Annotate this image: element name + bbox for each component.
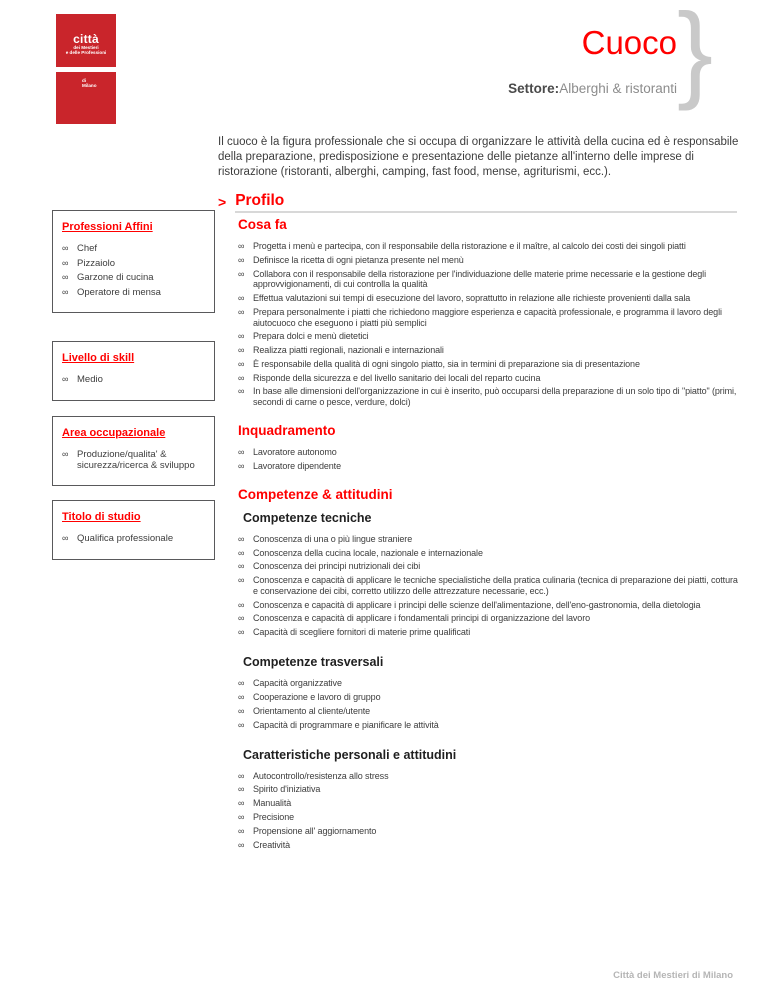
list-item — [238, 255, 744, 266]
list-item-text: Produzione/qualita' & sicurezza/ricerca & sviluppo — [77, 448, 195, 471]
list-item — [238, 345, 744, 356]
section-title-cosa-fa: Cosa fa — [238, 217, 287, 232]
list-item-text: Autocontrollo/resistenza allo stress — [253, 770, 389, 781]
list-item — [238, 373, 744, 384]
infinity-bullet-icon: ∞ — [238, 839, 245, 850]
list-item-text: Conoscenza di una o più lingue straniere — [253, 533, 413, 544]
logo-square-bottom — [56, 72, 116, 124]
list-item — [238, 447, 744, 458]
list-item — [238, 359, 744, 370]
list-item-text: Operatore di mensa — [77, 286, 161, 298]
infinity-bullet-icon: ∞ — [62, 448, 69, 459]
infinity-bullet-icon: ∞ — [238, 599, 245, 610]
list-item-text: Spirito d'iniziativa — [253, 784, 321, 795]
brace-decoration-icon: } — [677, 0, 714, 111]
sector-label: Settore: — [508, 81, 560, 96]
subsection-title-competenze-trasversali: Competenze trasversali — [243, 655, 384, 670]
infinity-bullet-icon: ∞ — [238, 241, 245, 251]
list-item-text: Manualità — [253, 798, 292, 809]
list-item-text: Conoscenza dei principi nutrizionali dei cibi — [253, 561, 421, 572]
infinity-bullet-icon: ∞ — [238, 547, 245, 558]
infinity-bullet-icon: ∞ — [238, 719, 245, 730]
profilo-label: Profilo — [235, 192, 285, 209]
infinity-bullet-icon: ∞ — [62, 286, 69, 297]
list-item — [238, 826, 744, 837]
infinity-bullet-icon: ∞ — [238, 784, 245, 795]
infinity-bullet-icon: ∞ — [238, 705, 245, 716]
list-item-text: È responsabile della qualità di ogni singolo piatto, sia in termini di preparazione sia di presentazione — [253, 358, 640, 369]
infinity-bullet-icon: ∞ — [238, 254, 245, 265]
chevron-marker-icon: > — [218, 194, 227, 210]
list-item-text: Qualifica professionale — [77, 533, 174, 544]
infinity-bullet-icon: ∞ — [62, 257, 69, 268]
sector-value: Alberghi & ristoranti — [559, 81, 677, 96]
infinity-bullet-icon: ∞ — [238, 268, 245, 279]
profilo-rule — [235, 192, 737, 213]
list-item — [238, 798, 744, 809]
infinity-bullet-icon: ∞ — [238, 331, 245, 342]
logo-milano: Milano — [82, 83, 97, 88]
list-item-text: Precisione — [253, 811, 295, 822]
list-item — [238, 386, 744, 408]
profilo-heading — [218, 192, 737, 213]
list-item — [238, 840, 744, 851]
infinity-bullet-icon: ∞ — [238, 306, 245, 317]
infinity-bullet-icon: ∞ — [238, 691, 245, 702]
list-item — [238, 269, 744, 291]
list-item — [238, 534, 744, 545]
list-item-text: Realizza piatti regionali, nazionali e internazionali — [253, 344, 444, 355]
list-item-text: Risponde della sicurezza e del livello sanitario dei locali del reparto cucina — [253, 372, 541, 383]
list-item — [62, 287, 206, 298]
sidebar-box-title: Professioni Affini — [62, 221, 153, 233]
list-item-text: Propensione all' aggiornamento — [253, 825, 377, 836]
list-item — [238, 600, 744, 611]
list-item — [238, 575, 744, 597]
logo-title: città — [73, 32, 99, 46]
list-item — [238, 293, 744, 304]
list-item-text: Conoscenza e capacità di applicare le tecniche specialistiche della pratica culinaria (tecnica di preparazione dei piatti, cottura e conservazione dei cibi, corretto utilizzo delle attrezzature necessarie, ecc.) — [253, 575, 738, 596]
list-item — [238, 627, 744, 638]
sidebar-box-professioni-affini — [52, 210, 215, 313]
sidebar-box-titolo-di-studio — [52, 500, 215, 560]
list-item-text: Prepara dolci e menù dietetici — [253, 331, 369, 342]
inquadramento-list — [238, 447, 744, 472]
logo-square-top — [56, 14, 116, 67]
infinity-bullet-icon: ∞ — [238, 678, 245, 689]
list-item-text: Conoscenza e capacità di applicare i principi delle scienze dell'alimentazione, dell'eno-gastronomia, della dietologia — [253, 599, 701, 610]
list-item-text: Lavoratore autonomo — [253, 446, 337, 457]
list-item-text: Prepara personalmente i piatti che richiedono maggiore esperienza e capacità professionale, e programma il lavoro degli aiutocuoco che eseguono i piatti più semplici — [253, 306, 722, 328]
citta-dei-mestieri-logo — [56, 14, 116, 124]
infinity-bullet-icon: ∞ — [238, 811, 245, 822]
section-title-competenze: Competenze & attitudini — [238, 486, 393, 502]
list-item — [238, 561, 744, 572]
infinity-bullet-icon: ∞ — [238, 358, 245, 369]
list-item-text: Definisce la ricetta di ogni pietanza presente nel menù — [253, 254, 464, 265]
list-item — [62, 449, 206, 471]
list-item — [62, 272, 206, 283]
infinity-bullet-icon: ∞ — [238, 386, 245, 397]
infinity-bullet-icon: ∞ — [238, 533, 245, 544]
list-item — [238, 613, 744, 624]
sidebar-list — [62, 533, 206, 544]
infinity-bullet-icon: ∞ — [238, 627, 245, 638]
footer-text: Città dei Mestieri di Milano — [613, 970, 733, 981]
infinity-bullet-icon: ∞ — [62, 533, 69, 543]
sidebar-box-title: Livello di skill — [62, 352, 135, 364]
list-item — [238, 241, 744, 252]
sector-line — [222, 81, 677, 96]
list-item — [238, 548, 744, 559]
list-item-text: Conoscenza e capacità di applicare i fondamentali principi di organizzazione del lavoro — [253, 613, 591, 624]
list-item — [238, 692, 744, 703]
infinity-bullet-icon: ∞ — [238, 770, 245, 781]
list-item — [238, 720, 744, 731]
list-item-text: Capacità di scegliere fornitori di materie prime qualificati — [253, 627, 471, 638]
list-item — [238, 331, 744, 342]
list-item-text: Progetta i menù e partecipa, con il responsabile della ristorazione e il maître, al calcolo dei costi dei singoli piatti — [253, 241, 686, 251]
infinity-bullet-icon: ∞ — [238, 460, 245, 471]
main-content — [238, 217, 744, 853]
list-item-text: Lavoratore dipendente — [253, 460, 341, 471]
sidebar-list — [62, 243, 206, 298]
list-item-text: Garzone di cucina — [77, 272, 154, 283]
list-item — [62, 374, 206, 385]
list-item-text: Cooperazione e lavoro di gruppo — [253, 691, 381, 702]
list-item — [238, 307, 744, 329]
infinity-bullet-icon: ∞ — [62, 374, 69, 384]
section-title-inquadramento: Inquadramento — [238, 422, 336, 438]
logo-di: di — [82, 78, 87, 83]
list-item — [238, 771, 744, 782]
infinity-bullet-icon: ∞ — [238, 292, 245, 303]
list-item — [238, 678, 744, 689]
list-item — [238, 461, 744, 472]
list-item-text: Effettua valutazioni sui tempi di esecuzione del lavoro, soprattutto in relazione alle richieste provenienti dalla sala — [253, 292, 691, 303]
list-item-text: Pizzaiolo — [77, 257, 116, 269]
competenze-trasversali-list — [238, 678, 744, 730]
intro-paragraph: Il cuoco è la figura professionale che si occupa di organizzare le attività della cucina ed è responsabile della preparazione, predisposizione e presentazione delle pietanze all'interno delle imprese di ristorazione (ristoranti, alberghi, camping, fast food, mense, agriturismi, ecc.). — [218, 136, 739, 178]
list-item-text: In base alle dimensioni dell'organizzazione in cui è inserito, può occuparsi della preparazione di un solo tipo di "piatto" (primi, secondi di carne o pesce, verdure, dolci) — [253, 386, 737, 408]
caratteristiche-list — [238, 771, 744, 851]
logo-subtitle-2: e delle Professioni — [65, 50, 107, 55]
sidebar-box-title: Titolo di studio — [62, 511, 141, 523]
list-item-text: Creatività — [253, 839, 291, 850]
subsection-title-competenze-tecniche: Competenze tecniche — [243, 510, 372, 525]
list-item — [62, 533, 206, 544]
infinity-bullet-icon: ∞ — [238, 561, 245, 572]
infinity-bullet-icon: ∞ — [238, 798, 245, 809]
infinity-bullet-icon: ∞ — [238, 613, 245, 624]
subsection-title-caratteristiche-personali: Caratteristiche personali e attitudini — [243, 747, 457, 762]
infinity-bullet-icon: ∞ — [238, 825, 245, 836]
logo-subtitle-1: dei Mestieri — [73, 45, 99, 50]
sidebar-box-title: Area occupazionale — [62, 426, 166, 439]
infinity-bullet-icon: ∞ — [62, 272, 69, 282]
list-item — [62, 258, 206, 269]
sidebar-box-livello-di-skill — [52, 341, 215, 401]
sidebar-box-area-occupazionale — [52, 416, 215, 487]
infinity-bullet-icon: ∞ — [238, 344, 245, 355]
sidebar-list — [62, 449, 206, 471]
list-item — [238, 706, 744, 717]
list-item-text: Medio — [77, 374, 103, 385]
list-item — [62, 243, 206, 254]
infinity-bullet-icon: ∞ — [62, 243, 69, 253]
list-item — [238, 812, 744, 823]
list-item-text: Chef — [77, 243, 98, 254]
header — [222, 26, 677, 96]
infinity-bullet-icon: ∞ — [238, 575, 245, 586]
infinity-bullet-icon: ∞ — [238, 372, 245, 383]
list-item-text: Collabora con il responsabile della ristorazione per l'individuazione delle materie prime necessarie e la gestione degli approvvigionamenti, di cui controlla la qualità — [253, 268, 706, 290]
list-item — [238, 784, 744, 795]
competenze-tecniche-list — [238, 534, 744, 638]
infinity-bullet-icon: ∞ — [238, 446, 245, 457]
sidebar-list — [62, 374, 206, 385]
list-item-text: Capacità di programmare e pianificare le attività — [253, 719, 439, 730]
list-item-text: Conoscenza della cucina locale, nazionale e internazionale — [253, 547, 483, 558]
list-item-text: Capacità organizzative — [253, 678, 342, 689]
cosa-fa-list — [238, 241, 744, 408]
sidebar — [52, 210, 215, 560]
page-title: Cuoco — [581, 24, 677, 61]
list-item-text: Orientamento al cliente/utente — [253, 705, 371, 716]
